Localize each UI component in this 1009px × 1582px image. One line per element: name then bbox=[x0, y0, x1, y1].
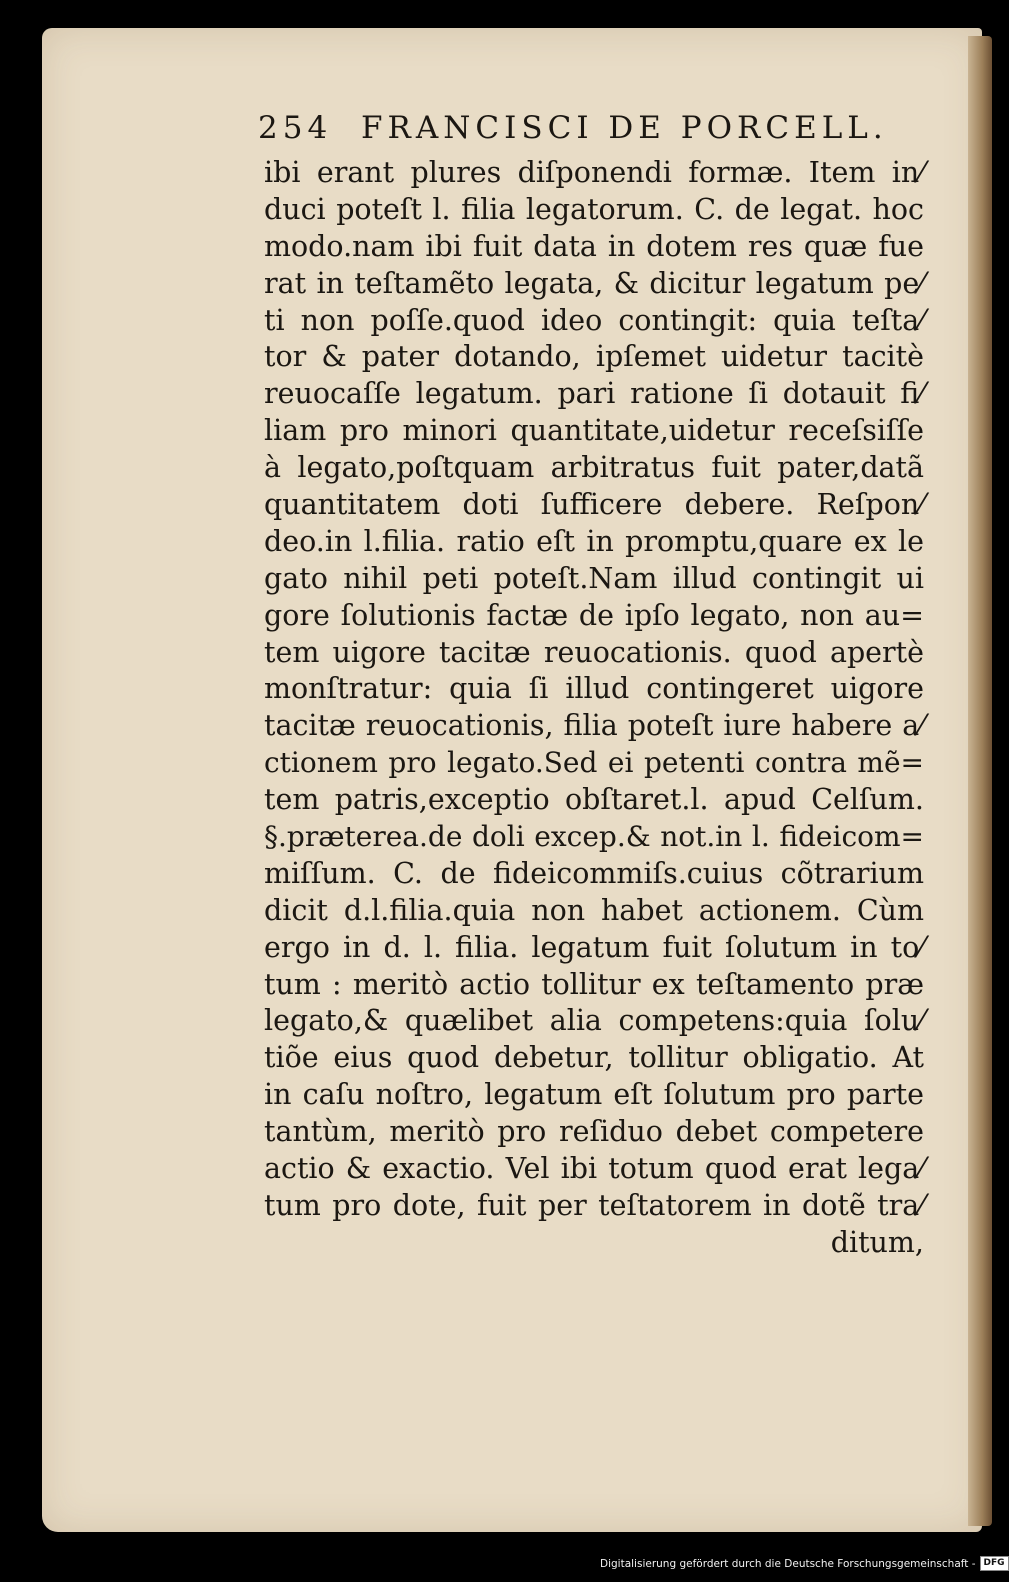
text-line: dicit d.l.filia.quia non habet actionem. Cùm bbox=[264, 893, 924, 927]
text-line: gato nihil peti poteſt.Nam illud contingit ui bbox=[264, 561, 924, 595]
text-line: in caſu noſtro, legatum eſt ſolutum pro parte bbox=[264, 1078, 924, 1112]
text-line: rat in teſtamẽto legata, & dicitur legatum pe⁄ bbox=[264, 266, 924, 300]
digitization-credit bbox=[600, 1556, 1005, 1571]
text-line: tacitæ reuocationis, filia poteſt iure habere a⁄ bbox=[264, 709, 924, 743]
running-head bbox=[258, 110, 888, 146]
text-line: tum : meritò actio tollitur ex teſtamento præ bbox=[264, 967, 924, 1001]
text-line: duci poteſt l. filia legatorum. C. de legat. hoc bbox=[264, 192, 924, 226]
text-line: modo.nam ibi fuit data in dotem res quæ fue bbox=[264, 229, 924, 263]
text-line: gore ſolutionis factæ de ipſo legato, non au= bbox=[264, 598, 924, 632]
text-line: reuocaſſe legatum. pari ratione ſi dotauit fi⁄ bbox=[264, 377, 924, 411]
text-line: deo.in l.filia. ratio eſt in promptu,quare ex le bbox=[264, 524, 924, 558]
text-line: tor & pater dotando, ipſemet uidetur tacitè bbox=[264, 340, 924, 374]
text-line: à legato,poſtquam arbitratus fuit pater,datã bbox=[264, 451, 924, 485]
text-line: tantùm, meritò pro reſiduo debet competere bbox=[264, 1115, 924, 1149]
text-line: ctionem pro legato.Sed ei petenti contra mẽ= bbox=[264, 746, 924, 780]
text-line: ibi erant plures diſponendi formæ. Item in⁄ bbox=[264, 156, 924, 189]
page-edge bbox=[968, 36, 992, 1526]
page-number: 254 bbox=[258, 110, 333, 146]
text-line: actio & exactio. Vel ibi totum quod erat lega⁄ bbox=[264, 1152, 924, 1186]
text-line: monſtratur: quia ſi illud contingeret uigore bbox=[264, 672, 924, 706]
body-text bbox=[264, 155, 924, 1262]
text-line: tiõe eius quod debetur, tollitur obligatio. At bbox=[264, 1041, 924, 1075]
credit-text: Digitalisierung gefördert durch die Deutsche Forschungsgemeinschaft - bbox=[600, 1557, 976, 1570]
text-line: ergo in d. l. filia. legatum fuit ſolutum in to⁄ bbox=[264, 930, 924, 964]
dfg-logo: DFG bbox=[980, 1556, 1009, 1571]
catchword: ditum, bbox=[830, 1225, 924, 1259]
text-line: §.præterea.de doli excep.& not.in l. fideicom= bbox=[264, 820, 924, 854]
running-title: FRANCISCI DE PORCELL. bbox=[361, 110, 888, 146]
text-line: tem patris,exceptio obſtaret.l. apud Celſum. bbox=[264, 783, 924, 817]
text-line: tem uigore tacitæ reuocationis. quod apertè bbox=[264, 635, 924, 669]
text-line: tum pro dote, fuit per teſtatorem in dotẽ tra⁄ bbox=[264, 1188, 924, 1222]
text-line: legato,& quælibet alia competens:quia ſolu⁄ bbox=[264, 1004, 924, 1038]
text-line: ti non poſſe.quod ideo contingit: quia teſta⁄ bbox=[264, 303, 924, 337]
text-line: miſſum. C. de fideicommiſs.cuius cõtrarium bbox=[264, 856, 924, 890]
text-line: quantitatem doti ſufficere debere. Reſpon⁄ bbox=[264, 488, 924, 522]
text-line: liam pro minori quantitate,uidetur receſsiſſe bbox=[264, 414, 924, 448]
